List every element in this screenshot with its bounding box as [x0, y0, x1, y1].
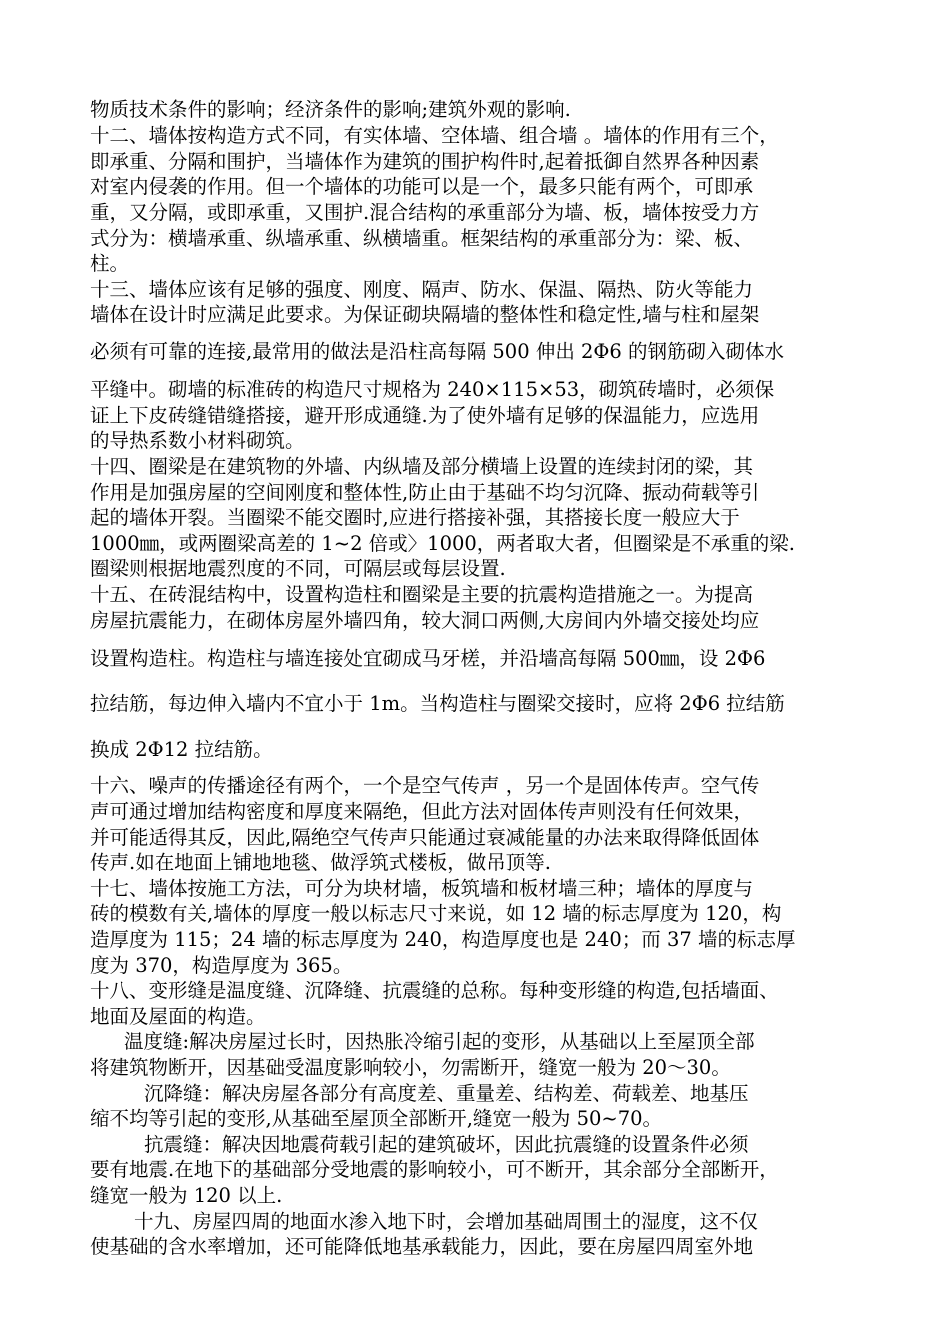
- text-line: 1000㎜，或两圈梁高差的 1~2 倍或〉1000，两者取大者，但圈梁是不承重的梁.: [90, 532, 795, 555]
- text-line: 传声.如在地面上铺地地毯、做浮筑式楼板，做吊顶等.: [90, 851, 551, 874]
- paragraph-16-heading: 十六、噪声的传播途径有两个，一个是空气传声 ，另一个是固体传声。空气传: [90, 774, 760, 797]
- text-line: 声可通过增加结构密度和厚度来隔绝，但此方法对固体传声则没有任何效果，: [90, 800, 754, 823]
- text-line: 设置构造柱。构造柱与墙连接处宜砌成马牙槎，并沿墙高每隔 500㎜，设 2Φ6: [90, 647, 766, 670]
- paragraph-19-heading: 十九、房屋四周的地面水渗入地下时，会增加基础周围土的湿度，这不仅: [134, 1210, 759, 1233]
- expansion-joint-item: 温度缝:解决房屋过长时，因热胀冷缩引起的变形，从基础以上至屋顶全部: [124, 1030, 755, 1053]
- text-line: 对室内侵袭的作用。但一个墙体的功能可以是一个，最多只能有两个，可即承: [90, 175, 754, 198]
- text-line: 即承重、分隔和围护，当墙体作为建筑的围护构件时,起着抵御自然界各种因素: [90, 150, 760, 173]
- text-line: 证上下皮砖缝错缝搭接，避开形成通缝.为了使外墙有足够的保温能力，应选用: [90, 404, 760, 427]
- text-line: 的导热系数小材料砌筑。: [90, 429, 305, 452]
- text-line: 平缝中。砌墙的标准砖的构造尺寸规格为 240×115×53，砌筑砖墙时，必须保: [90, 378, 775, 401]
- text-line: 必须有可靠的连接,最常用的做法是沿柱高每隔 500 伸出 2Φ6 的钢筋砌入砌体水: [90, 340, 785, 363]
- text-line: 将建筑物断开，因基础受温度影响较小，勿需断开，缝宽一般为 20～30。: [90, 1056, 731, 1079]
- text-line: 圈梁则根据地震烈度的不同，可隔层或每层设置.: [90, 557, 506, 580]
- text-line: 拉结筋，每边伸入墙内不宜小于 1m。当构造柱与圈梁交接时，应将 2Φ6 拉结筋: [90, 692, 785, 715]
- paragraph-12-heading: 十二、墙体按构造方式不同，有实体墙、空体墙、组合墙 。墙体的作用有三个，: [90, 124, 779, 147]
- paragraph-14-heading: 十四、圈梁是在建筑物的外墙、内纵墙及部分横墙上设置的连续封闭的梁，其: [90, 455, 754, 478]
- text-line: 墙体在设计时应满足此要求。为保证砌块隔墙的整体性和稳定性,墙与柱和屋架: [90, 303, 760, 326]
- text-line: 重，又分隔，或即承重，又围护.混合结构的承重部分为墙、板，墙体按受力方: [90, 201, 760, 224]
- text-line: 地面及屋面的构造。: [90, 1005, 266, 1028]
- text-line: 房屋抗震能力，在砌体房屋外墙四角，较大洞口两侧,大房间内外墙交接处均应: [90, 609, 760, 632]
- text-line: 砖的模数有关,墙体的厚度一般以标志尺寸来说，如 12 墙的标志厚度为 120，构: [90, 902, 782, 925]
- text-line: 度为 370，构造厚度为 365。: [90, 954, 353, 977]
- text-line: 并可能适得其反，因此,隔绝空气传声只能通过衰减能量的办法来取得降低固体: [90, 826, 760, 849]
- seismic-joint-item: 抗震缝：解决因地震荷载引起的建筑破坏，因此抗震缝的设置条件必须: [144, 1133, 749, 1156]
- text-line: 缩不均等引起的变形,从基础至屋顶全部断开,缝宽一般为 50~70。: [90, 1107, 663, 1130]
- paragraph-18-heading: 十八、变形缝是温度缝、沉降缝、抗震缝的总称。每种变形缝的构造,包括墙面、: [90, 979, 779, 1002]
- text-line: 造厚度为 115；24 墙的标志厚度为 240，构造厚度也是 240；而 37 墙的标志厚: [90, 928, 796, 951]
- settlement-joint-item: 沉降缝：解决房屋各部分有高度差、重量差、结构差、荷载差、地基压: [144, 1082, 749, 1105]
- text-line: 柱。: [90, 252, 130, 275]
- text-line: 要有地震.在地下的基础部分受地震的影响较小，可不断开，其余部分全部断开，: [90, 1158, 779, 1181]
- text-line: 物质技术条件的影响；经济条件的影响;建筑外观的影响.: [90, 98, 571, 121]
- text-line: 换成 2Φ12 拉结筋。: [90, 738, 273, 761]
- paragraph-15-heading: 十五、在砖混结构中，设置构造柱和圈梁是主要的抗震构造措施之一。为提高: [90, 583, 754, 606]
- text-line: 起的墙体开裂。当圈梁不能交圈时,应进行搭接补强，其搭接长度一般应大于: [90, 506, 740, 529]
- text-line: 式分为：横墙承重、纵墙承重、纵横墙重。框架结构的承重部分为：梁、板、: [90, 227, 754, 250]
- paragraph-13-heading: 十三、墙体应该有足够的强度、刚度、隔声、防水、保温、隔热、防火等能力: [90, 278, 754, 301]
- text-line: 缝宽一般为 120 以上.: [90, 1184, 283, 1207]
- paragraph-17-heading: 十七、墙体按施工方法，可分为块材墙，板筑墙和板材墙三种；墙体的厚度与: [90, 877, 754, 900]
- text-line: 作用是加强房屋的空间刚度和整体性,防止由于基础不均匀沉降、振动荷载等引: [90, 481, 760, 504]
- text-line: 使基础的含水率增加，还可能降低地基承载能力，因此，要在房屋四周室外地: [90, 1235, 754, 1258]
